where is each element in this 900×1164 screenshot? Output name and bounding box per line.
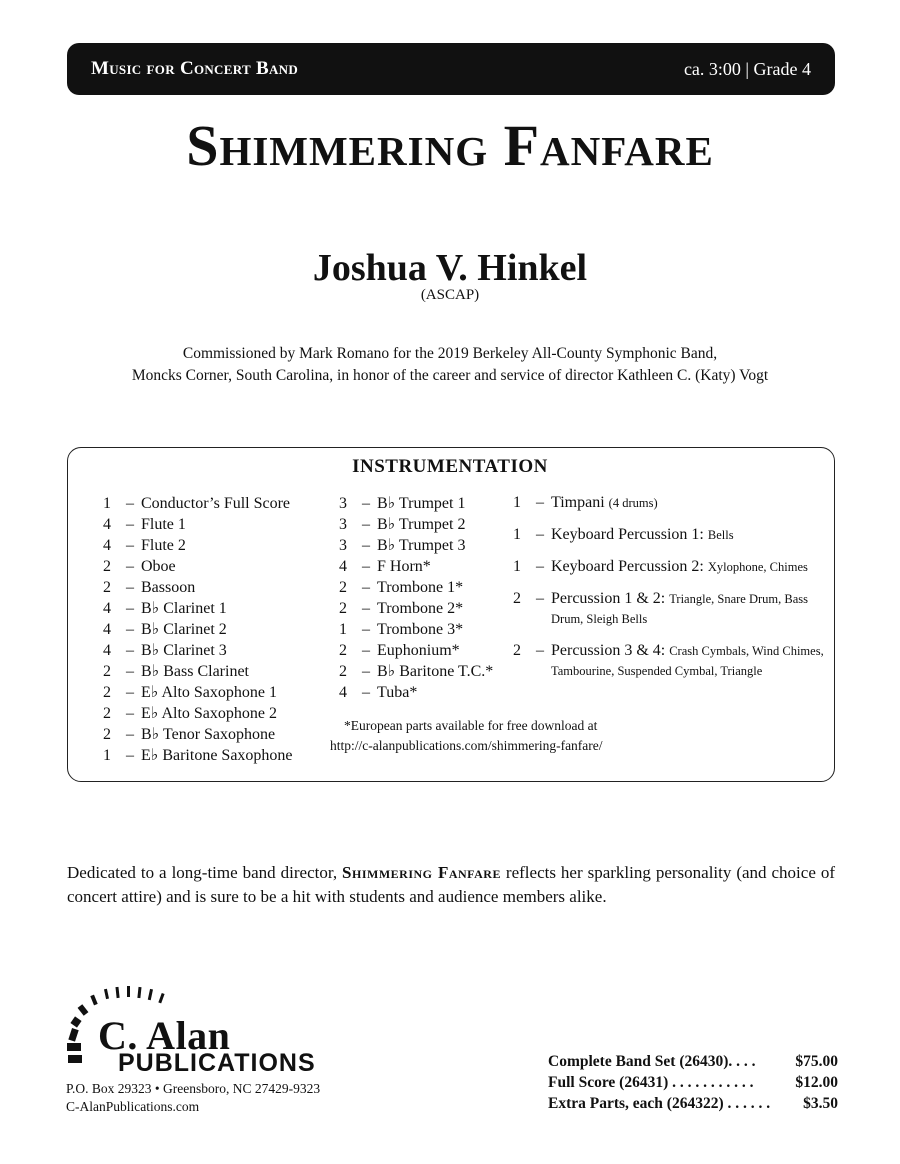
instrument-row: 4 – B♭ Clarinet 2 <box>103 621 227 638</box>
instrument-row: 2 – Euphonium* <box>339 642 460 659</box>
duration-grade: ca. 3:00 | Grade 4 <box>683 58 811 79</box>
dedication-text: Dedicated to a long-time band director, Shimmering Fanfare reflects her sparkling personality (and choice of concert attire) and is sure to be a hit with students and audience members alike. <box>67 863 835 906</box>
percussion-row: 2 – Percussion 3 & 4: Crash Cymbals, Wind Chimes, Tambourine, Suspended Cymbal, Triangle <box>513 642 824 678</box>
instrument-row: 2 – Bassoon <box>103 579 196 596</box>
publisher-address: P.O. Box 29323 • Greensboro, NC 27429-9323 <box>66 1081 321 1096</box>
instrument-row: 4 – Flute 2 <box>103 537 186 554</box>
instrument-row: 1 – E♭ Baritone Saxophone <box>103 747 293 764</box>
instrument-column-3 <box>513 493 833 693</box>
publisher-subtitle: PUBLICATIONS <box>118 1049 316 1077</box>
pricing-list <box>548 1051 838 1114</box>
instrumentation-title: INSTRUMENTATION <box>352 456 548 477</box>
instrument-row: 3 – B♭ Trumpet 1 <box>339 495 466 512</box>
instrument-row: 2 – Trombone 1* <box>339 579 464 596</box>
instrument-row: 4 – Flute 1 <box>103 516 186 533</box>
instrument-row: 1 – Trombone 3* <box>339 621 464 638</box>
instrument-row: 4 – F Horn* <box>339 558 431 575</box>
european-parts-footnote <box>330 716 603 756</box>
download-link[interactable]: http://c-alanpublications.com/shimmering-fanfare/ <box>330 738 603 753</box>
percussion-row: 2 – Percussion 1 & 2: Triangle, Snare Drum, Bass Drum, Sleigh Bells <box>513 590 808 626</box>
publisher-address-block <box>66 1080 320 1116</box>
commission-line-2: Moncks Corner, South Carolina, in honor of the career and service of director Kathleen C. (Katy) Vogt <box>131 367 769 384</box>
commission-line-1: Commissioned by Mark Romano for the 2019 Berkeley All-County Symphonic Band, <box>182 345 718 362</box>
price-row: Full Score (26431) . . . . . . . . . . . $12.00 <box>548 1074 838 1091</box>
composer-name: Joshua V. Hinkel <box>312 247 588 289</box>
instrument-column-1 <box>103 493 293 766</box>
commission-note <box>0 343 900 387</box>
percussion-row: 1 – Keyboard Percussion 2: Xylophone, Chimes <box>513 558 808 575</box>
footnote-text: *European parts available for free download at <box>344 718 598 733</box>
instrument-row: 2 – E♭ Alto Saxophone 1 <box>103 684 277 701</box>
instrument-row: 3 – B♭ Trumpet 3 <box>339 537 466 554</box>
percussion-row: 1 – Keyboard Percussion 1: Bells <box>513 526 734 543</box>
publisher-website[interactable]: C-AlanPublications.com <box>66 1099 200 1114</box>
instrument-row: 4 – Tuba* <box>339 684 418 701</box>
instrument-row: 3 – B♭ Trumpet 2 <box>339 516 466 533</box>
price-row: Complete Band Set (26430). . . . $75.00 <box>548 1053 838 1070</box>
instrument-column-2 <box>339 493 493 703</box>
instrument-row: 4 – B♭ Clarinet 1 <box>103 600 227 617</box>
instrument-row: 2 – B♭ Baritone T.C.* <box>339 663 494 680</box>
percussion-row: 1 – Timpani (4 drums) <box>513 494 658 511</box>
composer-affiliation: (ASCAP) <box>420 287 480 303</box>
price-row: Extra Parts, each (264322) . . . . . . $3.50 <box>548 1095 838 1112</box>
instrument-row: 4 – B♭ Clarinet 3 <box>103 642 227 659</box>
dedication-title: Shimmering Fanfare <box>342 863 501 882</box>
instrument-row: 2 – B♭ Tenor Saxophone <box>103 726 276 743</box>
series-label: Music for Concert Band <box>91 58 299 79</box>
instrument-row: 2 – B♭ Bass Clarinet <box>103 663 249 680</box>
instrument-row: 2 – E♭ Alto Saxophone 2 <box>103 705 277 722</box>
publisher-name: C. Alan <box>98 1013 231 1058</box>
instrument-row: 1 – Conductor’s Full Score <box>103 495 291 512</box>
header-banner <box>67 43 835 95</box>
instrument-row: 2 – Oboe <box>103 558 176 575</box>
instrument-row: 2 – Trombone 2* <box>339 600 464 617</box>
piece-title: Shimmering Fanfare <box>186 113 714 178</box>
